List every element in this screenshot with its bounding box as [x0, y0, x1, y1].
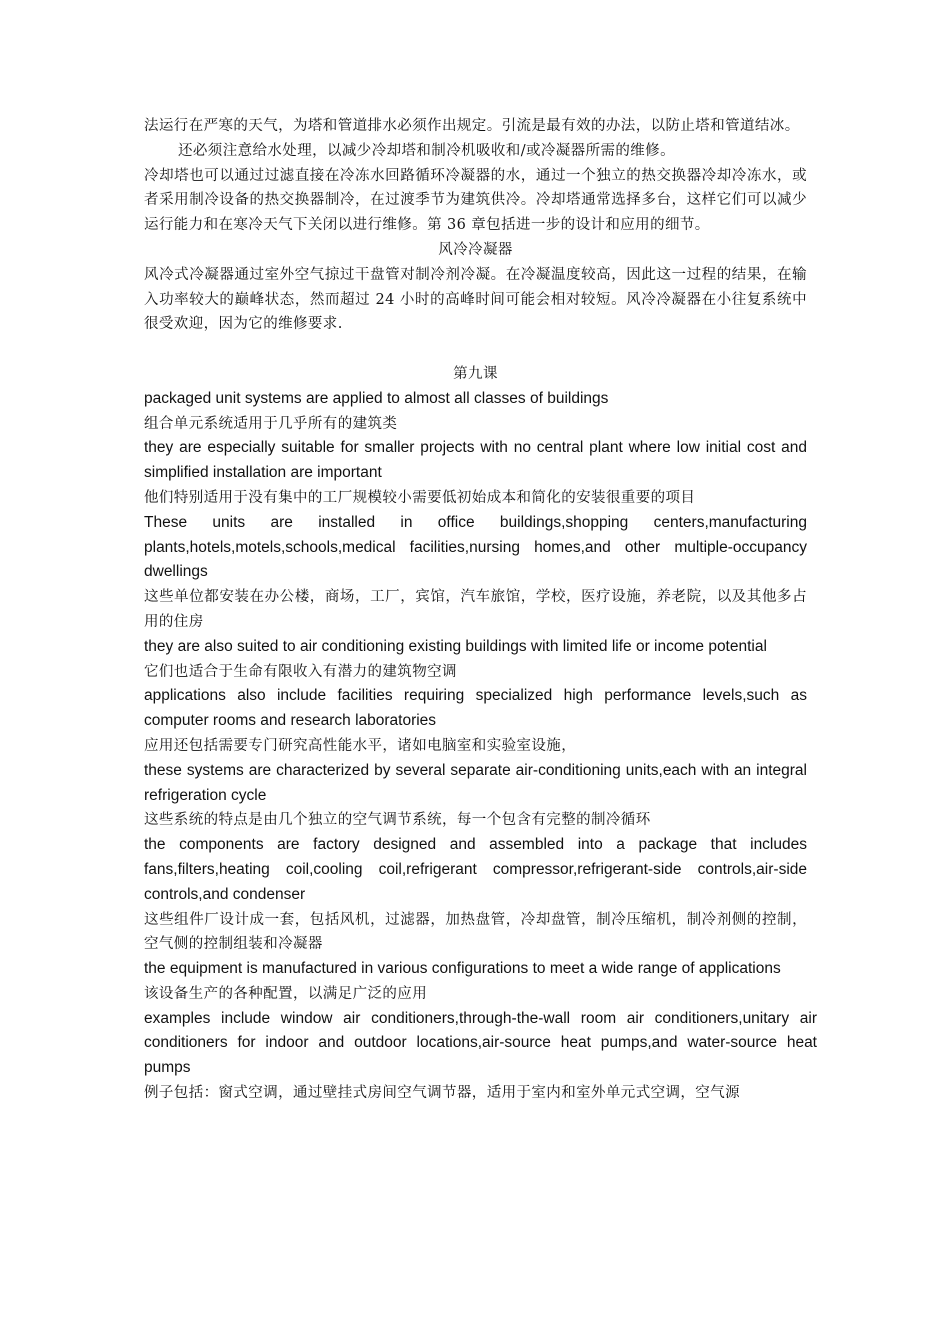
english-sentence: packaged unit systems are applied to almost all classes of buildings: [144, 389, 609, 407]
english-sentence: these systems are characterized by several separate air-conditioning units,each with an integral refrigeration cycle: [144, 761, 807, 804]
chinese-translation: 他们特别适用于没有集中的工厂规模较小需要低初始成本和简化的安装很重要的项目: [144, 489, 696, 506]
chinese-translation: 这些单位都安装在办公楼，商场，工厂，宾馆，汽车旅馆，学校，医疗设施，养老院，以及其他多占用的住房: [144, 589, 807, 630]
chinese-translation: 例子包括：窗式空调，通过壁挂式房间空气调节器，适用于室内和室外单元式空调，空气源: [144, 1085, 740, 1102]
english-sentence: the components are factory designed and assembled into a package that includes fans,filters,heating coil,cooling coil,refrigerant compressor,refrigerant-side controls,air-side controls,and condenser: [144, 836, 807, 903]
document-page: [144, 114, 817, 1106]
chinese-translation: 应用还包括需要专门研究高性能水平，诸如电脑室和实验室设施，: [144, 737, 577, 754]
english-sentence: the equipment is manufactured in various configurations to meet a wide range of applications: [144, 960, 781, 978]
english-sentence: These units are installed in office buildings,shopping centers,manufacturing plants,hotels,motels,schools,medical facilities,nursing homes,and other multiple-occupancy dwellings: [144, 513, 807, 581]
chinese-translation: 它们也适合于生命有限收入有潜力的建筑物空调: [144, 663, 457, 680]
chinese-translation: 这些系统的特点是由几个独立的空气调节系统，每一个包含有完整的制冷循环: [144, 812, 651, 829]
paragraph-tower-drainage: 法运行在严寒的天气，为塔和管道排水必须作出规定。引流是最有效的办法，以防止塔和管道结冰。: [144, 118, 800, 134]
english-sentence: they are especially suitable for smaller projects with no central plant where low initial cost and simplified installation are important: [144, 439, 807, 482]
blank-line: [144, 337, 807, 362]
paragraph-air-cooled-condenser: 风冷式冷凝器通过室外空气掠过干盘管对制冷剂冷凝。在冷凝温度较高，因此这一过程的结果，在输入功率较大的巅峰状态，然而超过 24 小时的高峰时间可能会相对较短。风冷冷凝器在小往复系统中很受欢迎，因为它的维修要求.: [144, 266, 807, 333]
lesson-title: 第九课: [453, 365, 498, 382]
paragraph-cooling-tower-free-cooling: 冷却塔也可以通过过滤直接在冷冻水回路循环冷凝器的水，通过一个独立的热交换器冷却冷冻水，或者采用制冷设备的热交换器制冷，在过渡季节为建筑供冷。冷却塔通常选择多台，这样它们可以减少运行能力和在寒冷天气下关闭以进行维修。第 36 章包括进一步的设计和应用的细节。: [144, 167, 807, 234]
chinese-translation: 这些组件厂设计成一套，包括风机，过滤器，加热盘管，冷却盘管，制冷压缩机，制冷剂侧的控制，空气侧的控制组装和冷凝器: [144, 911, 807, 953]
paragraph-water-treatment: 还必须注意给水处理，以减少冷却塔和制冷机吸收和/或冷凝器所需的维修。: [178, 142, 675, 159]
chinese-translation: 组合单元系统适用于几乎所有的建筑类: [144, 415, 398, 432]
english-sentence: applications also include facilities requiring specialized high performance levels,such as computer rooms and research laboratories: [144, 687, 807, 730]
english-sentence: examples include window air conditioners,through-the-wall room air conditioners,unitary air conditioners for indoor and outdoor locations,air-source heat pumps,and water-source heat pumps: [144, 1009, 817, 1077]
english-sentence: they are also suited to air conditioning existing buildings with limited life or income potential: [144, 637, 767, 655]
section-heading-air-cooled-condenser: 风冷冷凝器: [438, 241, 513, 258]
chinese-translation: 该设备生产的各种配置，以满足广泛的应用: [144, 985, 428, 1002]
